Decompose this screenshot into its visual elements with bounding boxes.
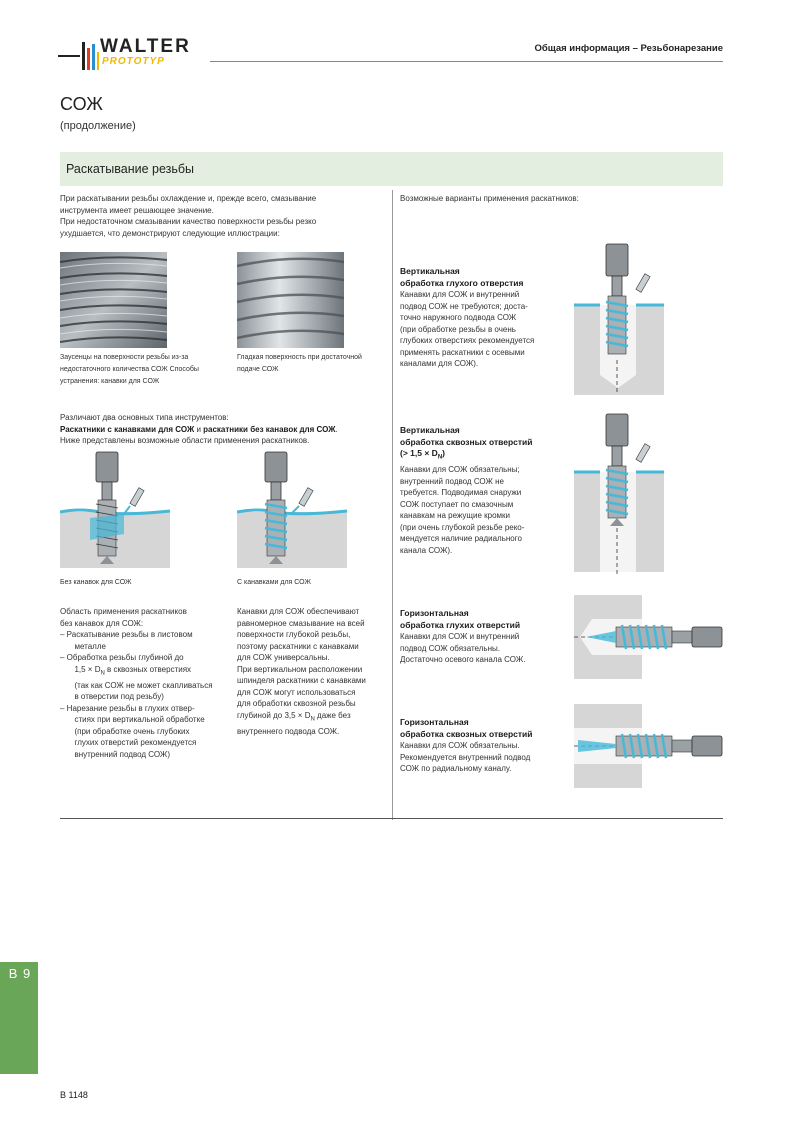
photo-burrs — [60, 252, 167, 348]
intro-text: При раскатывании резьбы охлаждение и, прежде всего, смазывание инструмента имеет решающее значение. При недостаточном смазывании качество поверхности резьбы резко ухудшается, что демонстрируют следующие иллюстрации: — [60, 194, 317, 238]
right-intro: Возможные варианты применения раскатников: — [400, 194, 579, 203]
vertical-through-illustration — [574, 410, 664, 575]
case-vertical-through: Вертикальная обработка сквозных отверстий (> $1,5 \times D_N$) Канавки для СОЖ обязательны; внутренний подвод СОЖ не требуется. Подводимая снаружи СОЖ поступает по смазочным канавкам на режущие кромки (при очень глубокой резьбе реко- мендуется наличие радиального канала СОЖ). — [400, 425, 533, 555]
walter-logo — [58, 34, 203, 70]
tool1-caption: Без канавок для СОЖ — [60, 579, 132, 586]
section-label: Общая информация – Резьбонарезание — [534, 43, 723, 54]
list-item: – Нарезание резьбы в глухих отвер- стиях при вертикальной обработке (при обработке очень глубоких глухих отверстий рекомендуется внутренний подвод СОЖ) — [60, 703, 205, 759]
vertical-blind-illustration — [574, 240, 664, 395]
chapter-tab-label: B 9 — [8, 966, 32, 981]
photo2-caption: Гладкая поверхность при достаточной подаче СОЖ — [237, 354, 362, 373]
column-divider — [392, 190, 393, 820]
page-title: СОЖ — [60, 94, 103, 114]
logo-sub: PROTOTYP — [102, 56, 165, 67]
without-grooves-application-text: Область применения раскатников без канавок для СОЖ: – Раскатывание резьбы в листовом металле – Обработка резьбы глубиной до $1,5 \times D_N$ в сквозных отверстиях (так как СОЖ не может скапливаться в отверстии под резьбу) – Нарезание резьбы в глухих отвер- стиях при вертикальной обработке (при обработке очень глубоких глухих отверстий рекомендуется внутренний подвод СОЖ) — [60, 606, 230, 760]
horizontal-blind-illustration — [574, 595, 724, 679]
logo-word: WALTER — [100, 36, 191, 57]
section-bar-title: Раскатывание резьбы — [66, 162, 195, 176]
header-rule — [210, 61, 723, 62]
page-number: B 1148 — [60, 1090, 88, 1100]
case-horizontal-through: Горизонтальная обработка сквозных отверстий Канавки для СОЖ обязательны. Рекомендуется внутренний подвод СОЖ по радиальному каналу. — [400, 717, 533, 773]
horizontal-through-illustration — [574, 704, 724, 788]
list-item: – Раскатывание резьбы в листовом металле — [60, 630, 193, 651]
photo1-caption: Заусенцы на поверхности резьбы из-за недостаточного количества СОЖ Способы устранения: канавки для СОЖ — [60, 354, 199, 385]
tool2-caption: С канавками для СОЖ — [237, 579, 311, 586]
case-horizontal-blind: Горизонтальная обработка глухих отверстий Канавки для СОЖ и внутренний подвод СОЖ обязательны. Достаточно осевого канала СОЖ. — [400, 608, 526, 664]
tool-without-grooves-illustration — [60, 448, 170, 568]
page-subtitle: (продолжение) — [60, 120, 136, 132]
list-item: – Обработка резьбы глубиной до $1,5 \times D_N$ в сквозных отверстиях (так как СОЖ не может скапливаться в отверстии под резьбу) — [60, 653, 213, 702]
case-vertical-blind: Вертикальная обработка глухого отверстия Канавки для СОЖ и внутренний подвод СОЖ не требуются; доста- точно наружного подвода СОЖ (при обработке резьбы в очень глубоких отверстиях рекомендуется применять раскатники с осевыми каналами для СОЖ). — [400, 266, 535, 368]
bottom-rule — [60, 818, 723, 819]
with-grooves-application-text: Канавки для СОЖ обеспечивают равномерное смазывание на всей поверхности глубокой резьбы, поэтому раскатники с канавками для СОЖ универсальны. При вертикальном расположении шпинделя раскатники с канавками для СОЖ могут использоваться для обработки сквозной резьбы глубиной до $3,5 \times D_N$ даже без внутреннего подвода СОЖ. — [237, 607, 366, 736]
photo-smooth — [237, 252, 344, 348]
tool-with-grooves-illustration — [237, 448, 347, 568]
types-text: Различают два основных типа инструментов: Раскатники с канавками для СОЖ и раскатники без канавок для СОЖ. Ниже представлены возможные области применения раскатников. — [60, 413, 338, 445]
